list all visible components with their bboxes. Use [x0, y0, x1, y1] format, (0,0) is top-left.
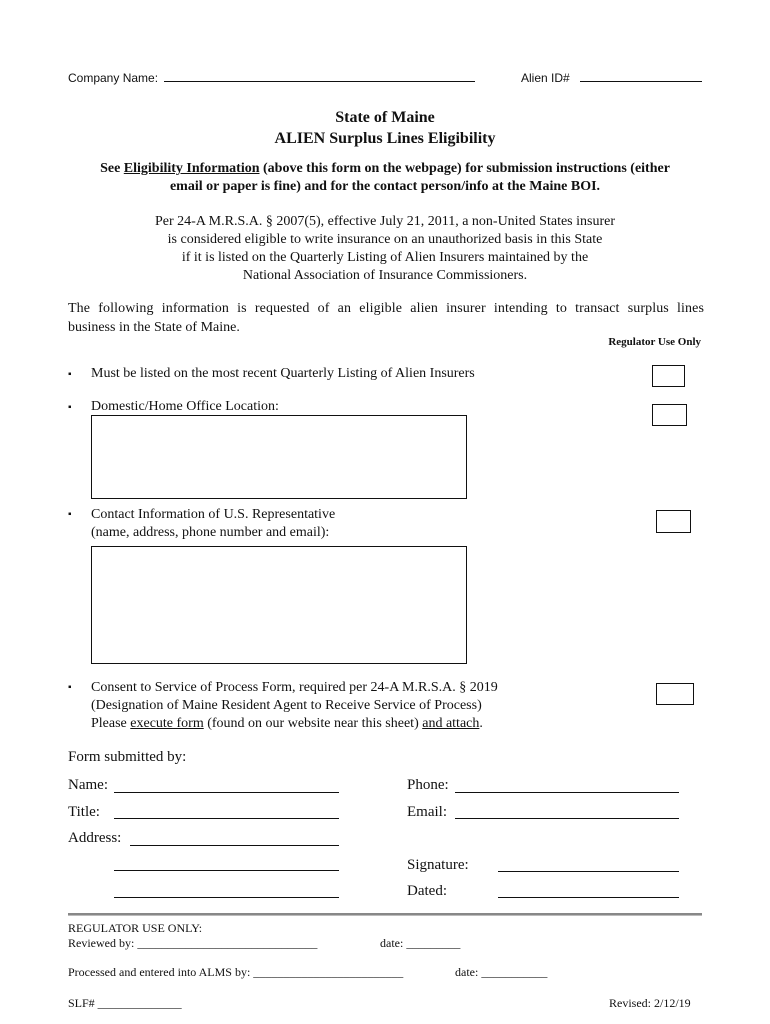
statute-line: National Association of Insurance Commissioners. — [242, 268, 528, 283]
consent-line3-prefix: Please — [91, 716, 131, 731]
company-name-label: Company Name: — [68, 71, 159, 85]
bullet-icon: ▪ — [68, 369, 72, 380]
home-office-location-textbox[interactable] — [91, 415, 467, 499]
us-rep-line1: Contact Information of U.S. Representative — [91, 507, 336, 522]
regulator-check-box-2[interactable] — [652, 404, 687, 426]
reviewed-by-field: Reviewed by: ______________________________ — [68, 936, 318, 950]
bullet-item-consent-form — [91, 679, 498, 733]
title-field[interactable] — [114, 818, 339, 819]
email-field[interactable] — [455, 818, 679, 819]
statute-line: is considered eligible to write insurance on an unauthorized basis in this State — [167, 232, 603, 247]
consent-line3-suffix: . — [479, 716, 483, 731]
bullet-item-quarterly-listing: Must be listed on the most recent Quarterly Listing of Alien Insurers — [91, 366, 475, 381]
intro-line2: business in the State of Maine. — [68, 320, 240, 335]
instructions-prefix: See — [100, 161, 124, 176]
company-name-field[interactable] — [164, 81, 475, 82]
regulator-check-box-3[interactable] — [656, 510, 691, 533]
address-field-line1[interactable] — [130, 845, 339, 846]
dated-field[interactable] — [498, 897, 679, 898]
eligibility-information-link[interactable]: Eligibility Information — [123, 161, 260, 176]
name-label: Name: — [68, 777, 108, 793]
instructions-line2: email or paper is fine) and for the contact person/info at the Maine BOI. — [169, 179, 601, 194]
phone-field[interactable] — [455, 792, 679, 793]
footer-divider — [68, 913, 702, 916]
reviewed-date-field: date: _________ — [380, 936, 461, 950]
regulator-check-box-1[interactable] — [652, 365, 685, 387]
instructions — [0, 160, 770, 196]
form-title — [0, 107, 770, 149]
bullet-item-home-office: Domestic/Home Office Location: — [91, 399, 279, 414]
consent-line2: (Designation of Maine Resident Agent to Receive Service of Process) — [91, 698, 482, 713]
consent-line1: Consent to Service of Process Form, required per 24-A M.R.S.A. § 2019 — [91, 680, 498, 695]
signature-field[interactable] — [498, 871, 679, 872]
title-state: State of Maine — [335, 109, 435, 126]
phone-label: Phone: — [407, 777, 449, 793]
execute-form-link[interactable]: execute form — [130, 716, 204, 731]
consent-line3-middle: (found on our website near this sheet) — [203, 716, 423, 731]
signature-label: Signature: — [407, 857, 469, 873]
slf-number-field: SLF# ______________ — [68, 996, 182, 1010]
title-label: Title: — [68, 804, 100, 820]
statute-line: Per 24-A M.R.S.A. § 2007(5), effective July 21, 2011, a non-United States insurer — [155, 214, 615, 229]
regulator-check-box-4[interactable] — [656, 683, 694, 705]
statute-line: if it is listed on the Quarterly Listing of Alien Insurers maintained by the — [181, 250, 589, 265]
and-attach-link[interactable]: and attach — [422, 716, 480, 731]
intro-line1: The following information is requested of an eligible alien insurer intending to transact surplus lines — [68, 301, 704, 316]
instructions-line1-rest: (above this form on the webpage) for submission instructions (either — [259, 161, 670, 176]
intro-paragraph — [68, 299, 704, 337]
processed-by-field: Processed and entered into ALMS by: _________________________ — [68, 965, 404, 979]
bullet-icon: ▪ — [68, 682, 72, 693]
alien-id-label: Alien ID# — [521, 71, 570, 85]
name-field[interactable] — [114, 792, 339, 793]
dated-label: Dated: — [407, 883, 447, 899]
title-form-name: ALIEN Surplus Lines Eligibility — [274, 130, 496, 147]
address-field-line3[interactable] — [114, 897, 339, 898]
regulator-footer-heading: REGULATOR USE ONLY: — [68, 921, 203, 935]
regulator-use-only-label: Regulator Use Only — [608, 336, 701, 348]
email-label: Email: — [407, 804, 447, 820]
statute-paragraph — [0, 213, 770, 285]
revised-date: Revised: 2/12/19 — [609, 996, 691, 1010]
address-field-line2[interactable] — [114, 870, 339, 871]
bullet-item-us-representative — [91, 506, 335, 542]
bullet-icon: ▪ — [68, 402, 72, 413]
alien-id-field[interactable] — [580, 81, 702, 82]
us-rep-line2: (name, address, phone number and email): — [91, 525, 330, 540]
us-representative-textbox[interactable] — [91, 546, 467, 664]
address-label: Address: — [68, 830, 122, 846]
form-submitted-heading: Form submitted by: — [68, 749, 187, 765]
processed-date-field: date: ___________ — [455, 965, 548, 979]
bullet-icon: ▪ — [68, 509, 72, 520]
